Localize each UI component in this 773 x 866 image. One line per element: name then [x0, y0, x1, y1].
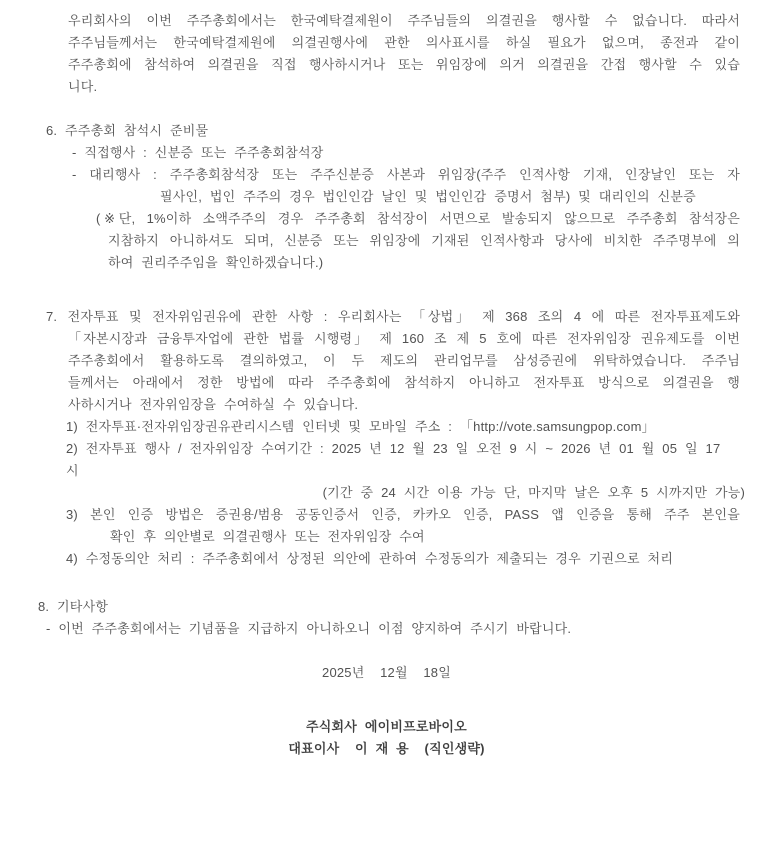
doc-line: 「자본시장과 금융투자업에 관한 법률 시행령」 제 160 조 제 5 호에 따른 전자위임장 권유제도를 이번 [68, 331, 740, 346]
line-gap [0, 98, 740, 120]
doc-line: 지참하지 아니하셔도 되며, 신분증 또는 위임장에 기재된 인적사항과 당사에 비치한 주주명부에 의 [108, 233, 740, 248]
doc-line: 2025년 12월 18일 [322, 665, 451, 680]
document-body [0, 10, 773, 760]
doc-line: 들께서는 아래에서 정한 방법에 따라 주주총회에 참석하지 아니하고 전자투표 방식으로 의결권을 행 [68, 375, 740, 390]
doc-line: 6. 주주총회 참석시 준비물 [46, 123, 209, 138]
doc-line: 대표이사 이 재 용 (직인생략) [288, 741, 485, 756]
doc-line: (기간 중 24 시간 이용 가능 단, 마지막 날은 오후 5 시까지만 가능) [322, 485, 745, 500]
line-gap [0, 274, 740, 306]
line-gap [0, 570, 740, 596]
line-gap [0, 684, 740, 716]
doc-line: 7. 전자투표 및 전자위임권유에 관한 사항 : 우리회사는 「상법」 제 368 조의 4 에 따른 전자투표제도와 [46, 309, 740, 324]
doc-line: - 대리행사 : 주주총회참석장 또는 주주신분증 사본과 위임장(주주 인적사항 기재, 인장날인 또는 자 [72, 167, 740, 182]
doc-line: 확인 후 의안별로 의결권행사 또는 전자위임장 수여 [110, 529, 425, 544]
doc-line: - 직접행사 : 신분증 또는 주주총회참석장 [72, 145, 324, 160]
doc-line: 니다. [68, 79, 98, 94]
doc-line: 1) 전자투표·전자위임장권유관리시스템 인터넷 및 모바일 주소 : 「http://vote.samsungpop.com」 [66, 419, 655, 434]
doc-line: 우리회사의 이번 주주총회에서는 한국예탁결제원이 주주님들의 의결권을 행사할 수 없습니다. 따라서 [68, 13, 740, 28]
doc-line: 주식회사 에이비프로바이오 [306, 719, 467, 734]
doc-line: - 이번 주주총회에서는 기념품을 지급하지 아니하오니 이점 양지하여 주시기 바랍니다. [46, 621, 572, 636]
doc-line: 주주총회에 참석하여 의결권을 직접 행사하시거나 또는 위임장에 의거 의결권을 간접 행사할 수 있습 [68, 57, 740, 72]
doc-line: 4) 수정동의안 처리 : 주주총회에서 상정된 의안에 관하여 수정동의가 제출되는 경우 기권으로 처리 [66, 551, 674, 566]
doc-line: 사하시거나 전자위임장을 수여하실 수 있습니다. [68, 397, 359, 412]
doc-line: 주주총회에서 활용하도록 결의하였고, 이 두 제도의 관리업무를 삼성증권에 위탁하였습니다. 주주님 [68, 353, 740, 368]
doc-line: 3) 본인 인증 방법은 증권용/범용 공동인증서 인증, 카카오 인증, PASS 앱 인증을 통해 주주 본인을 [66, 507, 740, 522]
doc-line: 2) 전자투표 행사 / 전자위임장 수여기간 : 2025 년 12 월 23 일 오전 9 시 ~ 2026 년 01 월 05 일 17 시 [66, 441, 729, 478]
line-gap [0, 640, 740, 662]
doc-line: (※단, 1%이하 소액주주의 경우 주주총회 참석장이 서면으로 발송되지 않으므로 주주총회 참석장은 [96, 211, 740, 226]
doc-line: 필사인, 법인 주주의 경우 법인인감 날인 및 법인인감 증명서 첨부) 및 대리인의 신분증 [160, 189, 696, 204]
doc-line: 하여 권리주주임을 확인하겠습니다.) [108, 255, 324, 270]
doc-line: 주주님들께서는 한국예탁결제원에 의결권행사에 관한 의사표시를 하실 필요가 없으며, 종전과 같이 [68, 35, 740, 50]
doc-line: 8. 기타사항 [38, 599, 109, 614]
